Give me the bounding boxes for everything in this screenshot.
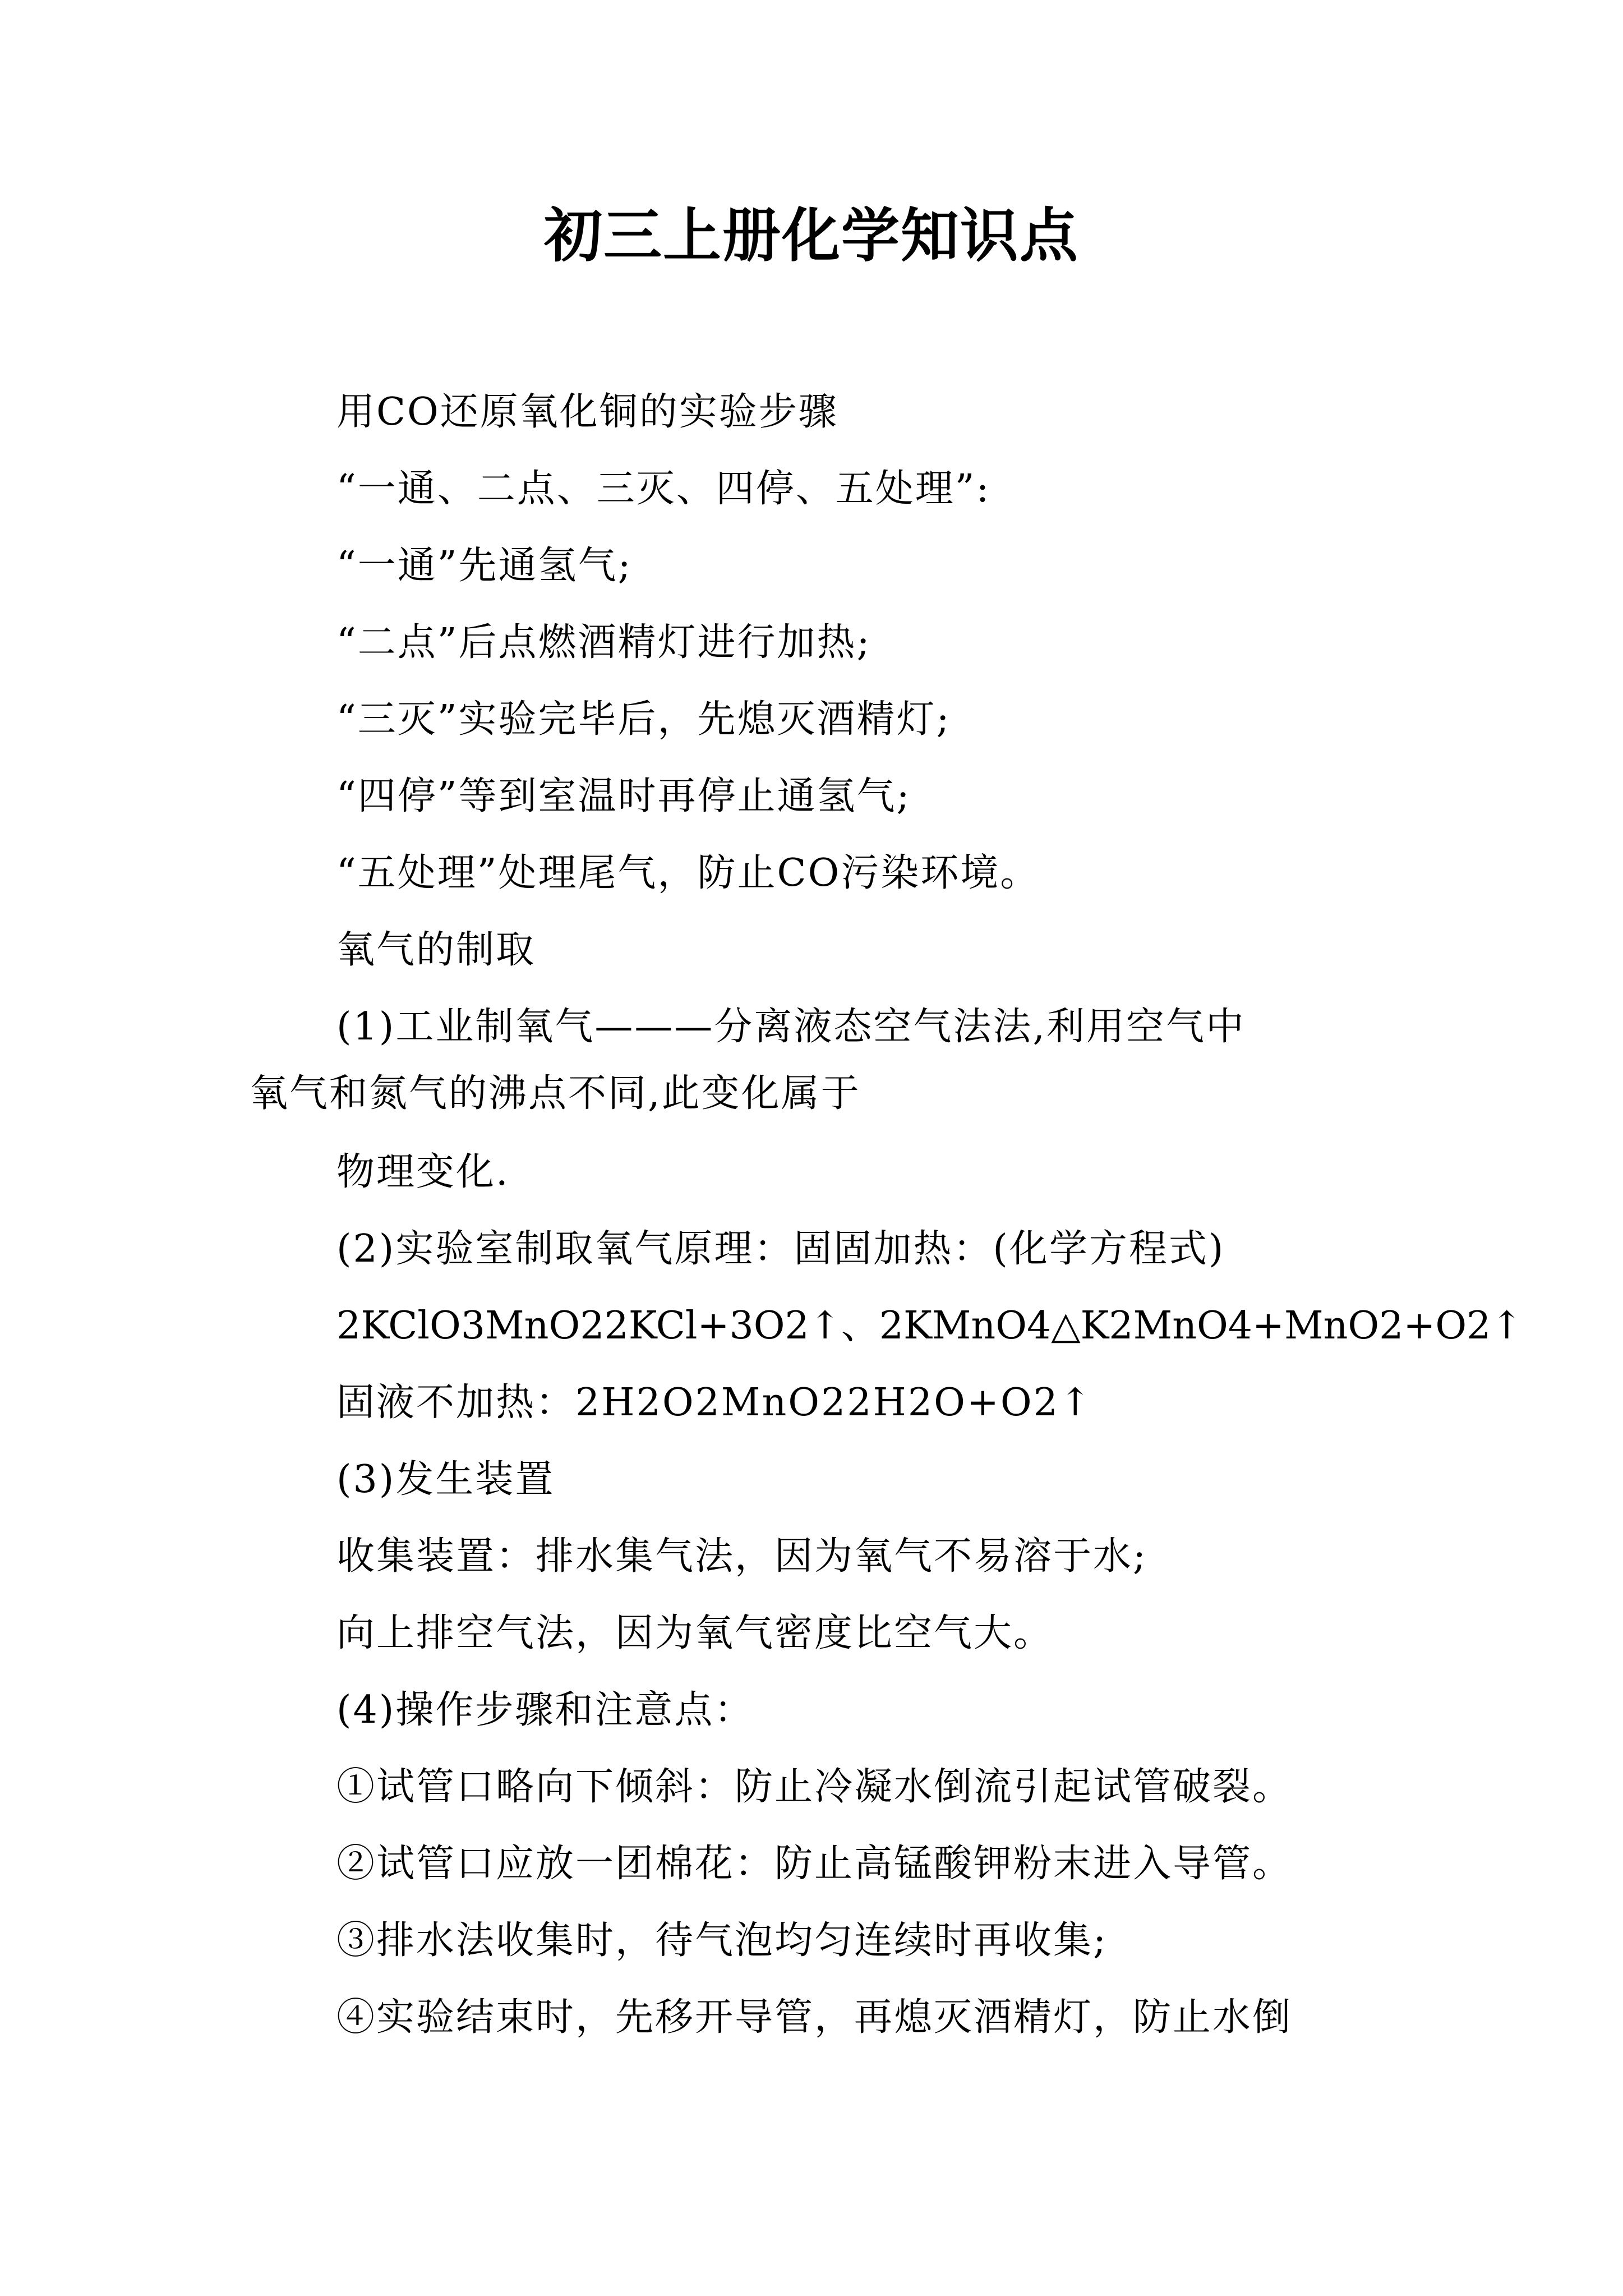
text-line: “二点”后点燃酒精灯进行加热; — [336, 620, 872, 665]
equation-line: 2KClO3MnO22KCl+3O2↑、2KMnO4△K2MnO4+MnO2+O2↑ — [336, 1304, 1523, 1348]
list-item: ④实验结束时，先移开导管，再熄灭酒精灯，防止水倒 — [336, 1995, 1293, 2040]
text-line: “一通”先通氢气; — [336, 544, 633, 588]
section-heading: 氧气的制取 — [336, 928, 536, 972]
text-line: 物理变化. — [336, 1150, 510, 1194]
text-line: “五处理”处理尾气，防止CO污染环境。 — [336, 851, 1040, 895]
text-line: 向上排空气法，因为氧气密度比空气大。 — [336, 1611, 1054, 1655]
text-line: (3)发生装置 — [336, 1457, 555, 1502]
list-item: ①试管口略向下倾斜：防止冷凝水倒流引起试管破裂。 — [336, 1765, 1293, 1809]
text-line: (1)工业制氧气———分离液态空气法法,利用空气中 — [336, 1005, 1246, 1049]
list-item: ③排水法收集时，待气泡均匀连续时再收集; — [336, 1918, 1108, 1963]
text-line: (2)实验室制取氧气原理：固固加热：(化学方程式) — [336, 1227, 1225, 1271]
list-item: ②试管口应放一团棉花：防止高锰酸钾粉末进入导管。 — [336, 1842, 1293, 1886]
equation-line: 固液不加热：2H2O2MnO22H2O+O2↑ — [336, 1381, 1093, 1425]
text-line: “四停”等到室温时再停止通氢气; — [336, 774, 911, 818]
text-line: 收集装置：排水集气法，因为氧气不易溶于水; — [336, 1534, 1147, 1579]
text-line: “三灭”实验完毕后，先熄灭酒精灯; — [336, 697, 951, 742]
text-line: (4)操作步骤和注意点： — [336, 1688, 754, 1732]
text-line: 用CO还原氧化铜的实验步骤 — [336, 390, 838, 434]
text-line: “一通、二点、三灭、四停、五处理”: — [336, 467, 991, 511]
text-line-continued: 氧气和氮气的沸点不同,此变化属于 — [250, 1071, 861, 1116]
document-title: 初三上册化学知识点 — [543, 201, 1079, 270]
